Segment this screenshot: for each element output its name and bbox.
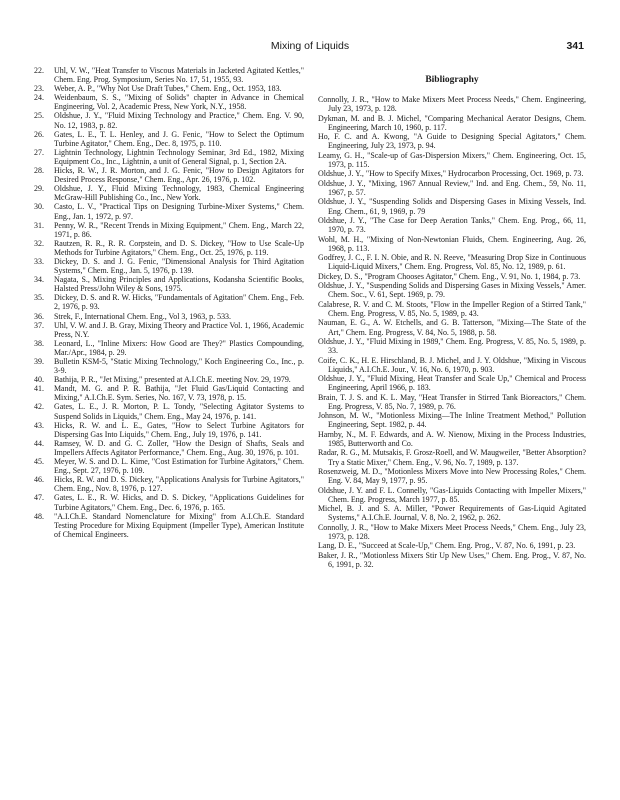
reference-item xyxy=(34,257,304,275)
bibliography-entry: Oldshue, J. Y., "How to Specify Mixes," Hydrocarbon Processing, Oct. 1969, p. 73. xyxy=(318,169,584,179)
bibliography-entry: Oldshue, J. Y. and F. L. Connelly, "Gas-Liquids Contacting with Impeller Mixers," Chem. Eng. Progress, March 1977, p. 85. xyxy=(318,485,586,504)
reference-item xyxy=(34,421,304,439)
reference-number: 47. xyxy=(34,493,44,503)
reference-item xyxy=(34,312,304,321)
reference-text: Casto, L. V., "Practical Tips on Designing Turbine-Mixer Systems," Chem. Eng., Jan. 1, 1972, p. 97. xyxy=(54,202,304,221)
bibliography-entry: Rosenzweig, M. D., "Motionless Mixers Move into New Processing Roles," Chem. Eng. V. 84, May 9, 1977, p. 95. xyxy=(318,467,586,486)
reference-text: "A.I.Ch.E. Standard Nomenclature for Mixing" from A.I.Ch.E. Standard Testing Procedure for Mixing Equipment (Impeller Type), American Institute of Chemical Engineers. xyxy=(54,511,304,539)
reference-item xyxy=(34,184,304,202)
reference-number: 33. xyxy=(34,256,44,266)
bibliography-entry: Dykman, M. and B. J. Michel, "Comparing Mechanical Aerator Designs, Chem. Engineering, March 10, 1960, p. 117. xyxy=(318,113,586,132)
reference-text: Uhl, V. W. and J. B. Gray, Mixing Theory and Practice Vol. 1, 1966, Academic Press, N.Y. xyxy=(54,320,304,339)
reference-number: 25. xyxy=(34,111,44,121)
bibliography-entry: Wohl, M. H., "Mixing of Non-Newtonian Fluids, Chem. Engineering, Aug. 26, 1968, p. 113. xyxy=(318,234,586,253)
reference-number: 45. xyxy=(34,457,44,467)
reference-item xyxy=(34,66,304,84)
reference-number: 48. xyxy=(34,511,44,521)
reference-item xyxy=(34,339,304,357)
reference-text: Dickey, D. S. and R. W. Hicks, "Fundamentals of Agitation" Chem. Eng., Feb. 2, 1976, p. 93. xyxy=(54,293,304,312)
reference-number: 37. xyxy=(34,320,44,330)
bibliography-entry: Brain, T. J. S. and K. L. May, "Heat Transfer in Stirred Tank Bioreactors," Chem. Eng. Progress, V. 85, No. 7, 1989, p. 76. xyxy=(318,392,586,411)
bibliography-entry: Ho, F. C. and A. Kwong, "A Guide to Designing Special Agitators," Chem. Engineering, July 23, 1973, p. 94. xyxy=(318,132,586,151)
reference-text: Hicks, R. W., J. R. Morton, and J. G. Fenic, "How to Design Agitators for Desired Process Response," Chem. Eng., Apr. 26, 1976, p. 102. xyxy=(54,166,304,185)
reference-item xyxy=(34,148,304,166)
reference-text: Weidenbaum, S. S., "Mixing of Solids" chapter in Advance in Chemical Engineering, Vol. 2, Academic Press, New York, N.Y., 1958. xyxy=(54,93,304,112)
reference-number: 28. xyxy=(34,166,44,176)
reference-number: 31. xyxy=(34,220,44,230)
reference-number: 24. xyxy=(34,93,44,103)
bibliography-entry: Baker, J. R., "Motionless Mixers Stir Up New Uses," Chem. Eng. Prog., V. 87, No. 6, 1991, p. 32. xyxy=(318,550,586,569)
bibliography-entry: Dickey, D. S., "Program Chooses Agitator," Chem. Eng., V. 91, No. 1, 1984, p. 73. xyxy=(318,271,581,281)
bibliography-entry: Coife, C. K., H. E. Hirschland, B. J. Michel, and J. Y. Oldshue, "Mixing in Viscous Liquids," A.I.Ch.E. Jour., V. 16, No. 6, 1970, p. 903. xyxy=(318,355,586,374)
reference-item xyxy=(34,84,304,93)
reference-item xyxy=(34,402,304,420)
reference-text: Lightnin Technology, Lightnin Technology Seminar, 3rd Ed., 1982, Mixing Equipment Co., Inc., Lightnin, a unit of General Signal, p. 1, Section 2A. xyxy=(54,147,304,166)
reference-text: Bathija, P. R., "Jet Mixing," presented at A.I.Ch.E. meeting Nov. 29, 1979. xyxy=(54,375,291,385)
reference-text: Oldshue, J. Y., "Fluid Mixing Technology and Practice," Chem. Eng. V. 90, No. 12, 1983, p. 82. xyxy=(54,111,304,130)
reference-text: Uhl, V. W., "Heat Transfer to Viscous Materials in Jacketed Agitated Kettles," Chem. Eng. Prog. Symposium, Series No. 17, 51, 1955, 93. xyxy=(54,66,304,85)
reference-number: 44. xyxy=(34,438,44,448)
reference-item xyxy=(34,111,304,129)
reference-text: Dickey, D. S. and J. G. Fenic, "Dimensional Analysis for Third Agitation Systems," Chem. Eng., Jan. 5, 1976, p. 139. xyxy=(54,256,304,276)
reference-item xyxy=(34,166,304,184)
reference-number: 32. xyxy=(34,238,44,248)
reference-list xyxy=(34,66,304,539)
bibliography-entry: Connolly, J. R., "How to Make Mixers Meet Process Needs," Chem. Engineering, July 23, 1973, p. 128. xyxy=(318,95,586,114)
reference-number: 22. xyxy=(34,66,44,75)
bibliography-entry: Oldshue, J. Y., "Suspending Solids and Dispersing Gases in Mixing Vessels, Ind. Eng. Chem., 61, 9, 1969, p. 79 xyxy=(318,197,586,216)
reference-number: 41. xyxy=(34,384,44,394)
reference-item xyxy=(34,475,304,493)
reference-item xyxy=(34,93,304,111)
reference-text: Nagata, S., Mixing Principles and Applications, Kodansha Scientific Books, Halsted Press/John Wiley & Sons, 1975. xyxy=(54,275,304,294)
reference-text: Gates, L. E., R. W. Hicks, and D. S. Dickey, "Applications Guidelines for Turbine Agitators," Chem. Eng., Dec. 6, 1976, p. 165. xyxy=(54,493,304,512)
reference-number: 23. xyxy=(34,84,44,94)
reference-number: 36. xyxy=(34,311,44,321)
bibliography-entry: Radar, R. G., M. Mutsakis, F. Grosz-Roell, and W. Maugweiler, "Better Absorption? Try a Static Mixer," Chem. Eng., V. 96, No. 7, 1989, p. 137. xyxy=(318,448,586,467)
reference-text: Hicks, R. W. and D. S. Dickey, "Applications Analysis for Turbine Agitators," Chem. Eng., Nov. 8, 1976, p. 127. xyxy=(54,475,304,494)
bibliography-list xyxy=(318,95,586,569)
reference-item xyxy=(34,512,304,539)
bibliography-entry: Oldshue, J. Y., "Mixing, 1967 Annual Review," Ind. and Eng. Chem., 59, No. 11, 1967, p. 57. xyxy=(318,178,586,197)
page-number: 341 xyxy=(566,40,584,52)
bibliography-section xyxy=(318,66,586,569)
reference-number: 42. xyxy=(34,402,44,412)
reference-number: 39. xyxy=(34,357,44,366)
bibliography-entry: Johnson, M. W., "Motionless Mixing—The Inline Treatment Method," Pollution Engineering, Sept. 1982, p. 44. xyxy=(318,411,586,430)
reference-text: Weber, A. P., "Why Not Use Draft Tubes," Chem. Eng., Oct. 1953, 183. xyxy=(54,84,282,94)
reference-item xyxy=(34,221,304,239)
reference-text: Leonard, L., "Inline Mixers: How Good are They?" Plastics Compounding, Mar./Apr., 1984, p. 29. xyxy=(54,338,304,357)
reference-text: Penny, W. R., "Recent Trends in Mixing Equipment," Chem. Eng., March 22, 1971, p. 86. xyxy=(54,220,304,239)
reference-text: Oldshue, J. Y., Fluid Mixing Technology, 1983, Chemical Engineering McGraw-Hill Publishing Co., Inc., New York. xyxy=(54,184,304,203)
reference-number: 30. xyxy=(34,202,44,212)
chapter-title: Mixing of Liquids xyxy=(270,40,350,52)
bibliography-entry: Godfrey, J. C., F. I. N. Obie, and R. N. Reeve, "Measuring Drop Size in Continuous Liquid-Liquid Mixers," Chem. Eng. Progress, Vol. 85, No. 12, 1989, p. 61. xyxy=(318,253,586,272)
reference-text: Gates, L. E., J. R. Morton, P. L. Tondy, "Selecting Agitator Systems to Suspend Solids in Liquids," Chem. Eng., May 24, 1976, p. 141. xyxy=(54,402,304,421)
reference-text: Meyer, W. S. and D. L. Kime, "Cost Estimation for Turbine Agitators," Chem. Eng., Sept. 27, 1976, p. 109. xyxy=(54,457,304,476)
reference-item xyxy=(34,375,304,384)
bibliography-heading: Bibliography xyxy=(425,75,479,85)
reference-item xyxy=(34,457,304,475)
reference-number: 34. xyxy=(34,275,44,285)
reference-item xyxy=(34,321,304,339)
reference-item xyxy=(34,239,304,257)
reference-text: Bulletin KSM-5, "Static Mixing Technology," Koch Engineering Co., Inc., p. 3-9. xyxy=(54,357,304,376)
bibliography-entry: Connolly, J. R., "How to Make Mixers Meet Process Needs," Chem. Eng., July 23, 1973, p. 128. xyxy=(318,522,586,541)
reference-number: 29. xyxy=(34,184,44,194)
reference-number: 38. xyxy=(34,338,44,348)
bibliography-entry: Nauman, E. G., A. W. Etchells, and G. B. Tatterson, "Mixing—The State of the Art," Chem. Eng. Progress, V. 84, No. 5, 1988, p. 58. xyxy=(318,318,586,337)
reference-item xyxy=(34,275,304,293)
reference-number: 40. xyxy=(34,375,44,385)
bibliography-entry: Harnby, N., M. F. Edwards, and A. W. Nienow, Mixing in the Process Industries, 1985, Butterworth and Co. xyxy=(318,429,586,448)
bibliography-entry: Leamy, G. H., "Scale-up of Gas-Dispersion Mixers," Chem. Engineering, Oct. 15, 1973, p. 115. xyxy=(318,150,586,169)
running-header xyxy=(0,40,620,56)
reference-text: Strek, F., International Chem. Eng., Vol 3, 1963, p. 533. xyxy=(54,311,231,321)
reference-number: 26. xyxy=(34,129,44,139)
bibliography-entry: Lang, D. E., "Succeed at Scale-Up," Chem. Eng. Prog., V. 87, No. 6, 1991, p. 23. xyxy=(318,541,576,551)
reference-item xyxy=(34,293,304,311)
reference-item xyxy=(34,357,304,375)
reference-item xyxy=(34,384,304,402)
reference-item xyxy=(34,493,304,511)
reference-number: 27. xyxy=(34,147,44,157)
reference-text: Ramsey, W. D. and G. C. Zoller, "How the Design of Shafts, Seals and Impellers Affects Agitator Performance," Chem. Eng., Aug. 30, 1976, p. 101. xyxy=(54,438,304,457)
bibliography-entry: Oldshue, J. Y., "The Case for Deep Aeration Tanks," Chem. Eng. Prog., 66, 11, 1970, p. 73. xyxy=(318,216,586,235)
reference-number: 35. xyxy=(34,293,44,303)
reference-text: Mandt, M. G. and P. R. Bathija, "Jet Fluid Gas/Liquid Contacting and Mixing," A.I.Ch.E. Sym. Series, No. 167, V. 73, 1978, p. 15. xyxy=(54,384,304,403)
reference-text: Hicks, R. W. and L. E., Gates, "How to Select Turbine Agitators for Dispersing Gas Into Liquids," Chem. Eng., July 19, 1976, p. 141. xyxy=(54,420,304,439)
bibliography-entry: Calabrese, R. V. and C. M. Stoots, "Flow in the Impeller Region of a Stirred Tank," Chem. Eng. Progress, V. 85, No. 5, 1989, p. 43. xyxy=(318,299,586,318)
bibliography-entry: Oldshue, J. Y., "Fluid Mixing in 1989," Chem. Eng. Progress, V. 85, No. 5, 1989, p. 33. xyxy=(318,337,586,356)
reference-number: 43. xyxy=(34,420,44,430)
bibliography-entry: Oldshue, J. Y., "Suspending Solids and Dispersing Gases in Mixing Vessels," Amer. Chem. Soc., V. 61, Sept. 1969, p. 79. xyxy=(318,281,586,300)
reference-item xyxy=(34,202,304,220)
reference-item xyxy=(34,130,304,148)
reference-item xyxy=(34,439,304,457)
bibliography-entry: Michel, B. J. and S. A. Miller, "Power Requirements of Gas-Liquid Agitated Systems," A.I.Ch.E. Journal, V. 8, No. 2, 1962, p. 262. xyxy=(318,504,586,523)
reference-text: Gates, L. E., T. L. Henley, and J. G. Fenic, "How to Select the Optimum Turbine Agitator," Chem. Eng., Dec. 8, 1975, p. 110. xyxy=(54,129,304,148)
bibliography-entry: Oldshue, J. Y., "Fluid Mixing, Heat Transfer and Scale Up," Chemical and Process Engineering, April 1966, p. 183. xyxy=(318,374,586,393)
reference-number: 46. xyxy=(34,475,44,485)
reference-text: Rautzen, R. R., R. R. Corpstein, and D. S. Dickey, "How to Use Scale-Up Methods for Turbine Agitators," Chem. Eng., Oct. 25, 1976, p. 119. xyxy=(54,238,304,257)
